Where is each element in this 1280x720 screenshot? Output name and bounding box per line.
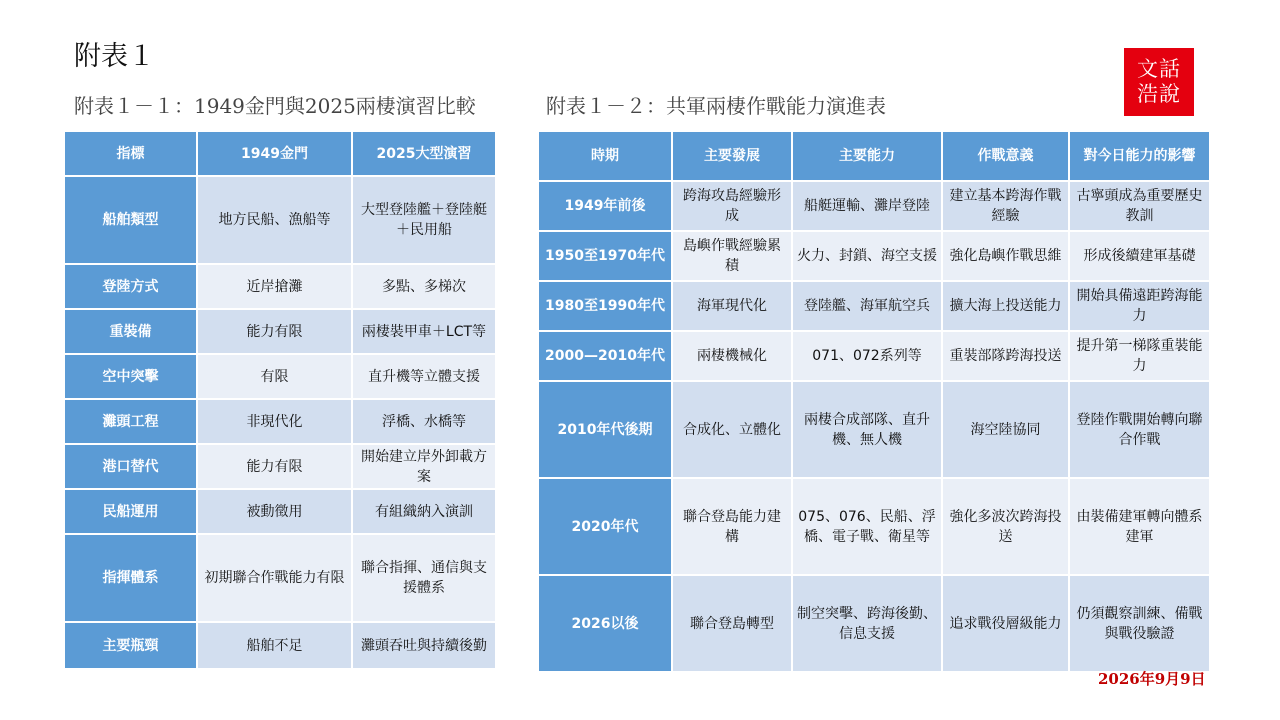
table-cell: 有組織納入演訓	[352, 489, 496, 534]
table-cell: 開始建立岸外卸載方案	[352, 444, 496, 489]
table2-caption: 附表１－２：共軍兩棲作戰能力演進表	[546, 94, 886, 118]
table-row	[64, 354, 496, 399]
table-row	[64, 309, 496, 354]
table-cell: 追求戰役層級能力	[942, 575, 1069, 672]
row-header: 1949年前後	[538, 181, 672, 231]
table1-caption: 附表１－１：1949金門與2025兩棲演習比較	[74, 94, 476, 118]
table-cell: 浮橋、水橋等	[352, 399, 496, 444]
table-row	[64, 264, 496, 309]
stamp-text-line1: 文話	[1137, 57, 1181, 81]
table-cell: 跨海攻島經驗形成	[672, 181, 792, 231]
column-header: 對今日能力的影響	[1069, 131, 1210, 181]
column-header: 時期	[538, 131, 672, 181]
table-cell: 重裝部隊跨海投送	[942, 331, 1069, 381]
row-header: 灘頭工程	[64, 399, 197, 444]
row-header: 主要瓶頸	[64, 622, 197, 669]
table-cell: 非現代化	[197, 399, 352, 444]
table-cell: 合成化、立體化	[672, 381, 792, 478]
table-cell: 被動徵用	[197, 489, 352, 534]
row-header: 船舶類型	[64, 176, 197, 264]
row-header: 登陸方式	[64, 264, 197, 309]
table-cell: 船艇運輸、灘岸登陸	[792, 181, 942, 231]
table-row	[64, 444, 496, 489]
page-title: 附表１	[74, 41, 155, 72]
column-header: 作戰意義	[942, 131, 1069, 181]
table-cell: 大型登陸艦＋登陸艇＋民用船	[352, 176, 496, 264]
table-cell: 近岸搶灘	[197, 264, 352, 309]
table-cell: 071、072系列等	[792, 331, 942, 381]
table-cell: 海軍現代化	[672, 281, 792, 331]
table-row	[538, 331, 1210, 381]
table-cell: 聯合登島能力建構	[672, 478, 792, 575]
table-cell: 聯合指揮、通信與支援體系	[352, 534, 496, 622]
table-cell: 火力、封鎖、海空支援	[792, 231, 942, 281]
table-header-row	[64, 131, 496, 176]
row-header: 1950至1970年代	[538, 231, 672, 281]
row-header: 1980至1990年代	[538, 281, 672, 331]
table-row	[538, 478, 1210, 575]
row-header: 2010年代後期	[538, 381, 672, 478]
table-cell: 開始具備遠距跨海能力	[1069, 281, 1210, 331]
table-cell: 仍須觀察訓練、備戰與戰役驗證	[1069, 575, 1210, 672]
evolution-table	[537, 130, 1211, 673]
table-cell: 強化多波次跨海投送	[942, 478, 1069, 575]
row-header: 港口替代	[64, 444, 197, 489]
row-header: 2026以後	[538, 575, 672, 672]
table-row	[64, 489, 496, 534]
table-cell: 075、076、民船、浮橋、電子戰、衛星等	[792, 478, 942, 575]
table-cell: 初期聯合作戰能力有限	[197, 534, 352, 622]
table-cell: 船舶不足	[197, 622, 352, 669]
table-cell: 擴大海上投送能力	[942, 281, 1069, 331]
row-header: 2000—2010年代	[538, 331, 672, 381]
column-header: 2025大型演習	[352, 131, 496, 176]
table-row	[64, 622, 496, 669]
table-cell: 由裝備建軍轉向體系建軍	[1069, 478, 1210, 575]
table-row	[538, 281, 1210, 331]
column-header: 1949金門	[197, 131, 352, 176]
table-cell: 聯合登島轉型	[672, 575, 792, 672]
row-header: 民船運用	[64, 489, 197, 534]
column-header: 指標	[64, 131, 197, 176]
table-cell: 海空陸協同	[942, 381, 1069, 478]
column-header: 主要發展	[672, 131, 792, 181]
table-cell: 兩棲機械化	[672, 331, 792, 381]
table-cell: 形成後續建軍基礎	[1069, 231, 1210, 281]
table-cell: 能力有限	[197, 444, 352, 489]
date-stamp: 2026年9月9日	[1098, 670, 1206, 688]
row-header: 指揮體系	[64, 534, 197, 622]
logo-stamp	[1124, 48, 1194, 116]
table-cell: 古寧頭成為重要歷史教訓	[1069, 181, 1210, 231]
table-row	[64, 399, 496, 444]
table-cell: 多點、多梯次	[352, 264, 496, 309]
table-cell: 提升第一梯隊重裝能力	[1069, 331, 1210, 381]
row-header: 重裝備	[64, 309, 197, 354]
table-row	[538, 181, 1210, 231]
table-cell: 建立基本跨海作戰經驗	[942, 181, 1069, 231]
row-header: 2020年代	[538, 478, 672, 575]
table-cell: 直升機等立體支援	[352, 354, 496, 399]
table-row	[64, 176, 496, 264]
table-cell: 登陸艦、海軍航空兵	[792, 281, 942, 331]
table-cell: 兩棲裝甲車＋LCT等	[352, 309, 496, 354]
table-row	[538, 575, 1210, 672]
table-cell: 有限	[197, 354, 352, 399]
table-cell: 兩棲合成部隊、直升機、無人機	[792, 381, 942, 478]
table-cell: 灘頭吞吐與持續後勤	[352, 622, 496, 669]
table-cell: 制空突擊、跨海後勤、信息支援	[792, 575, 942, 672]
table-cell: 島嶼作戰經驗累積	[672, 231, 792, 281]
table-row	[538, 381, 1210, 478]
table-cell: 地方民船、漁船等	[197, 176, 352, 264]
table-cell: 登陸作戰開始轉向聯合作戰	[1069, 381, 1210, 478]
table-cell: 能力有限	[197, 309, 352, 354]
table-cell: 強化島嶼作戰思維	[942, 231, 1069, 281]
stamp-text-line2: 浩說	[1137, 82, 1181, 106]
table-header-row	[538, 131, 1210, 181]
table-row	[538, 231, 1210, 281]
column-header: 主要能力	[792, 131, 942, 181]
table-row	[64, 534, 496, 622]
row-header: 空中突擊	[64, 354, 197, 399]
comparison-table	[63, 130, 497, 670]
